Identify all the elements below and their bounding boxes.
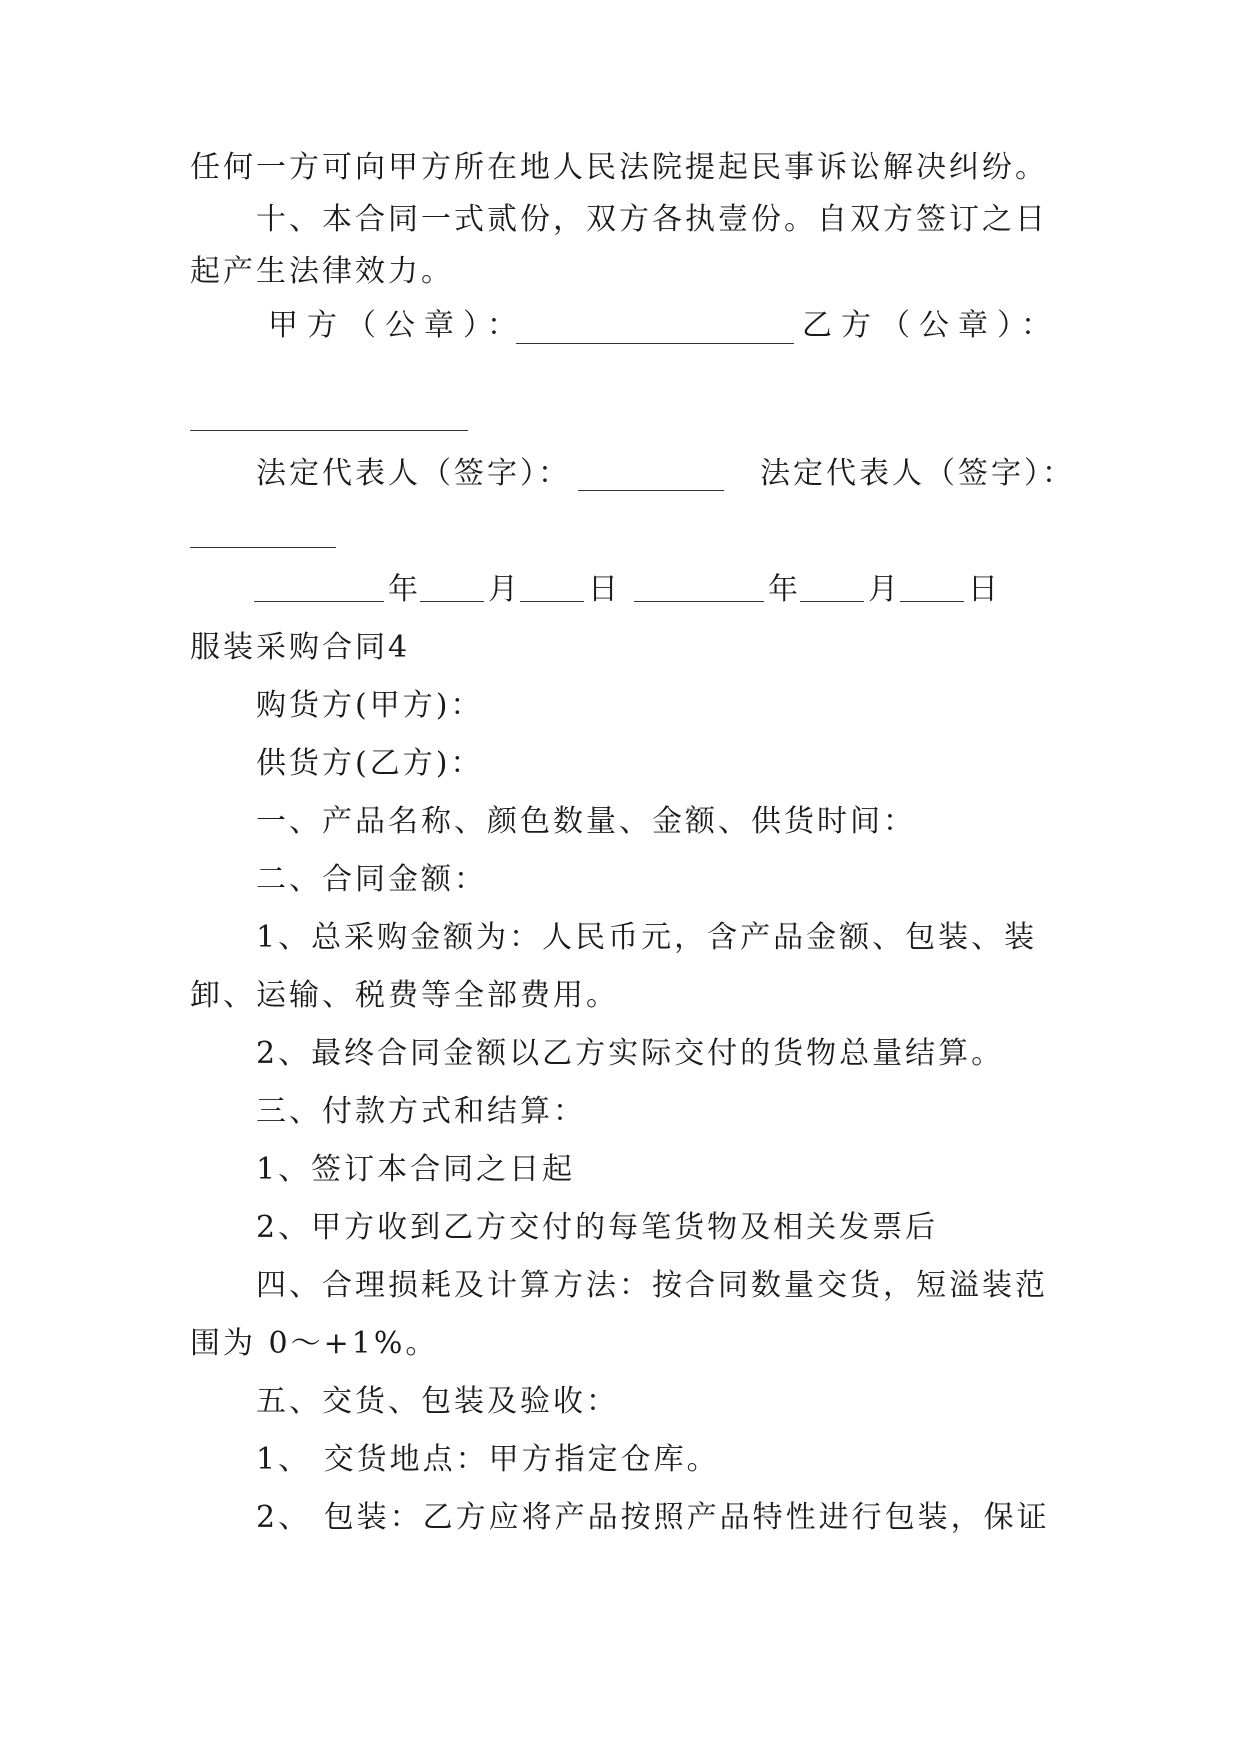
paragraph-line: 任何一方可向甲方所在地人民法院提起民事诉讼解决纠纷。 xyxy=(190,150,1048,185)
date-b-month-label: 月 xyxy=(868,572,901,607)
date-b-year-label: 年 xyxy=(768,572,801,607)
party-a-rep-blank xyxy=(578,490,724,491)
section-2-item-2: 2、最终合同金额以乙方实际交付的货物总量结算。 xyxy=(256,1036,1005,1071)
section-4-cont: 围为 0～+1%。 xyxy=(190,1326,439,1361)
paragraph-line: 起产生法律效力。 xyxy=(190,254,454,289)
section-2-heading: 二、合同金额： xyxy=(256,862,487,897)
section-1-heading: 一、产品名称、颜色数量、金额、供货时间： xyxy=(256,804,916,839)
date-a-month-blank xyxy=(420,601,484,602)
buyer-line: 购货方(甲方)： xyxy=(256,688,484,723)
party-a-rep-label: 法定代表人（签字）： xyxy=(256,456,571,491)
section-3-heading: 三、付款方式和结算： xyxy=(256,1094,586,1129)
date-a-day-label: 日 xyxy=(588,572,621,607)
date-b-day-blank xyxy=(900,601,964,602)
party-b-seal-blank xyxy=(190,430,468,431)
date-b-year-blank xyxy=(634,601,764,602)
date-a-day-blank xyxy=(520,601,584,602)
party-a-seal-label: 甲方（公章）： xyxy=(268,308,526,343)
section-3-item-1: 1、签订本合同之日起 xyxy=(256,1152,576,1187)
date-a-year-blank xyxy=(254,601,384,602)
date-b-month-blank xyxy=(800,601,864,602)
party-b-rep-label: 法定代表人（签字）： xyxy=(760,456,1075,491)
party-a-seal-blank xyxy=(516,343,794,344)
section-2-item-1-cont: 卸、运输、税费等全部费用。 xyxy=(190,978,619,1013)
contract-title: 服装采购合同4 xyxy=(190,630,411,665)
clause-10-line: 十、本合同一式贰份，双方各执壹份。自双方签订之日 xyxy=(256,202,1048,237)
date-a-year-label: 年 xyxy=(388,572,421,607)
section-5-item-1: 1、 交货地点：甲方指定仓库。 xyxy=(256,1442,720,1477)
party-b-rep-blank xyxy=(190,547,336,548)
section-3-item-2: 2、甲方收到乙方交付的每笔货物及相关发票后 xyxy=(256,1210,939,1245)
section-5-heading: 五、交货、包装及验收： xyxy=(256,1384,619,1419)
section-2-item-1: 1、总采购金额为：人民币元，含产品金额、包装、装 xyxy=(256,920,1038,955)
date-a-month-label: 月 xyxy=(488,572,521,607)
party-b-seal-label: 乙方（公章）： xyxy=(802,308,1060,343)
section-4-heading: 四、合理损耗及计算方法：按合同数量交货，短溢装范 xyxy=(256,1268,1048,1303)
date-b-day-label: 日 xyxy=(968,572,1001,607)
supplier-line: 供货方(乙方)： xyxy=(256,746,484,781)
section-5-item-2: 2、 包装：乙方应将产品按照产品特性进行包装，保证 xyxy=(256,1500,1050,1535)
